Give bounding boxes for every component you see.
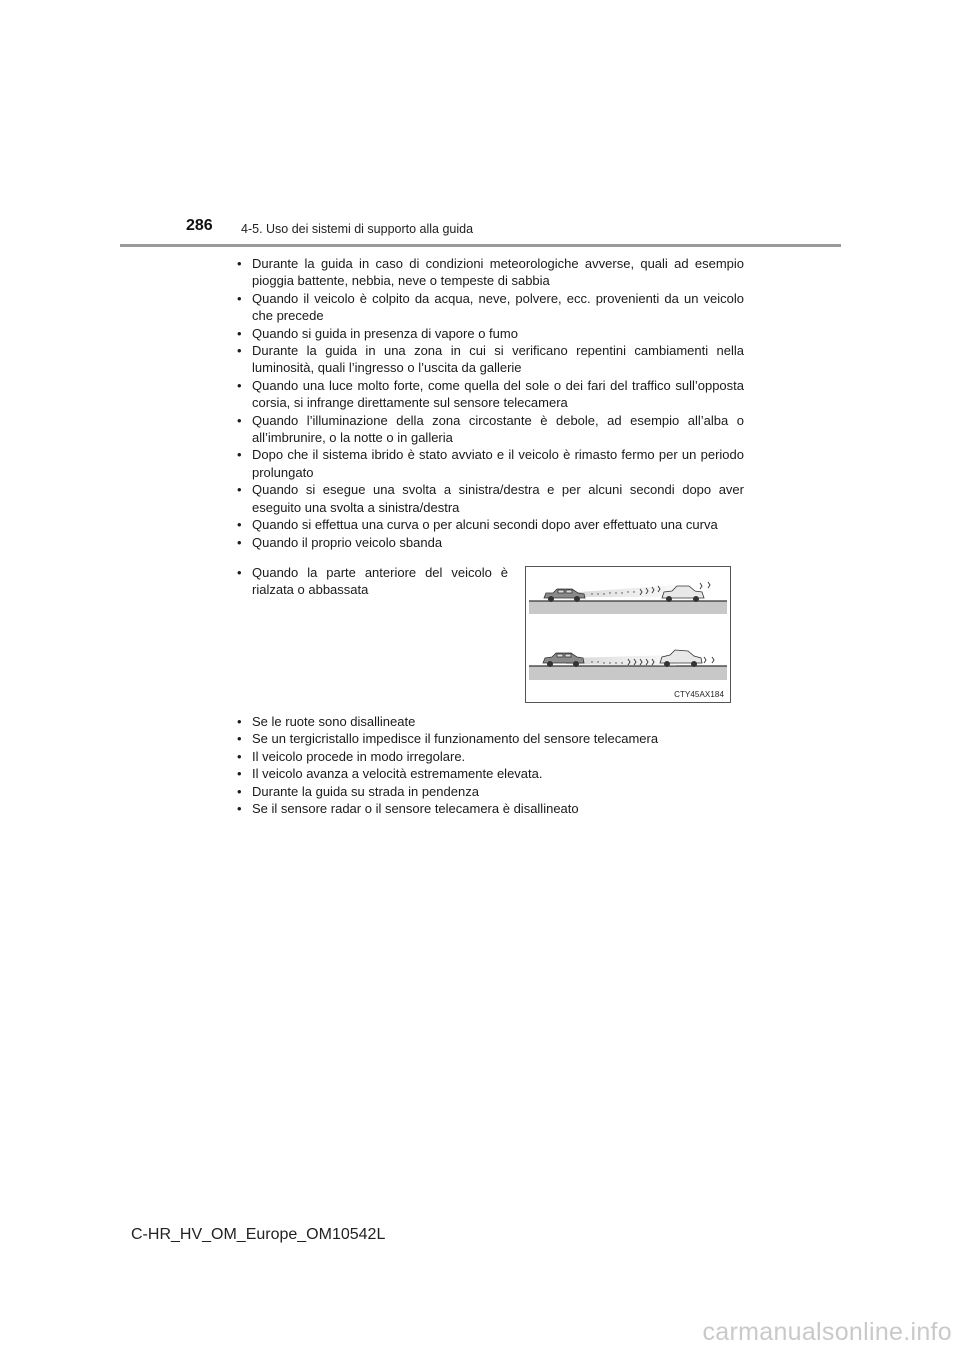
list-item: • Quando l’illuminazione della zona circostante è debole, ad esempio all’alba o all’imbrunire, o la notte o in galleria	[236, 412, 744, 447]
list-item: • Il veicolo procede in modo irregolare.	[236, 748, 744, 765]
vehicle-pitch-drawing	[526, 567, 730, 702]
list-item: • Quando il veicolo è colpito da acqua, neve, polvere, ecc. provenienti da un veicolo che precede	[236, 290, 744, 325]
road-upper	[529, 601, 727, 614]
car-icon	[544, 589, 585, 602]
car-icon	[543, 653, 584, 667]
header-rule	[120, 244, 841, 247]
conditions-list-top	[236, 255, 744, 551]
list-item: • Durante la guida in caso di condizioni meteorologiche avverse, quali ad esempio pioggia battente, nebbia, neve o tempeste di sabbia	[236, 255, 744, 290]
conditions-list-figure	[236, 564, 508, 599]
list-item: • Se le ruote sono disallineate	[236, 713, 744, 730]
list-item: • Quando il proprio veicolo sbanda	[236, 534, 744, 551]
list-item: • Quando si esegue una svolta a sinistra/destra e per alcuni secondi dopo aver eseguito una svolta a sinistra/destra	[236, 481, 744, 516]
list-item: • Quando si effettua una curva o per alcuni secondi dopo aver effettuato una curva	[236, 516, 744, 533]
list-item: • Quando si guida in presenza di vapore o fumo	[236, 325, 744, 342]
list-item: • Il veicolo avanza a velocità estremamente elevata.	[236, 765, 744, 782]
list-item: • Se il sensore radar o il sensore telecamera è disallineato	[236, 800, 744, 817]
list-item: • Se un tergicristallo impedisce il funzionamento del sensore telecamera	[236, 730, 744, 747]
road-lower	[529, 666, 727, 680]
list-item: • Dopo che il sistema ibrido è stato avviato e il veicolo è rimasto fermo per un periodo prolungato	[236, 446, 744, 481]
car-icon	[660, 650, 702, 667]
watermark[interactable]: carmanualsonline.info	[702, 1318, 952, 1346]
list-item: • Durante la guida su strada in pendenza	[236, 783, 744, 800]
vehicle-pitch-illustration	[525, 566, 731, 703]
page-number: 286	[186, 217, 213, 234]
section-title: 4-5. Uso dei sistemi di supporto alla guida	[241, 222, 474, 236]
conditions-list-bottom	[236, 713, 744, 817]
document-code: C-HR_HV_OM_Europe_OM10542L	[131, 1226, 386, 1243]
list-item: • Quando una luce molto forte, come quella del sole o dei fari del traffico sull’opposta corsia, si infrange direttamente sul sensore telecamera	[236, 377, 744, 412]
list-item: • Durante la guida in una zona in cui si verificano repentini cambiamenti nella luminosità, quali l’ingresso o l’uscita da gallerie	[236, 342, 744, 377]
list-item: • Quando la parte anteriore del veicolo è rialzata o abbassata	[236, 564, 508, 599]
figure-code: CTY45AX184	[674, 690, 724, 699]
